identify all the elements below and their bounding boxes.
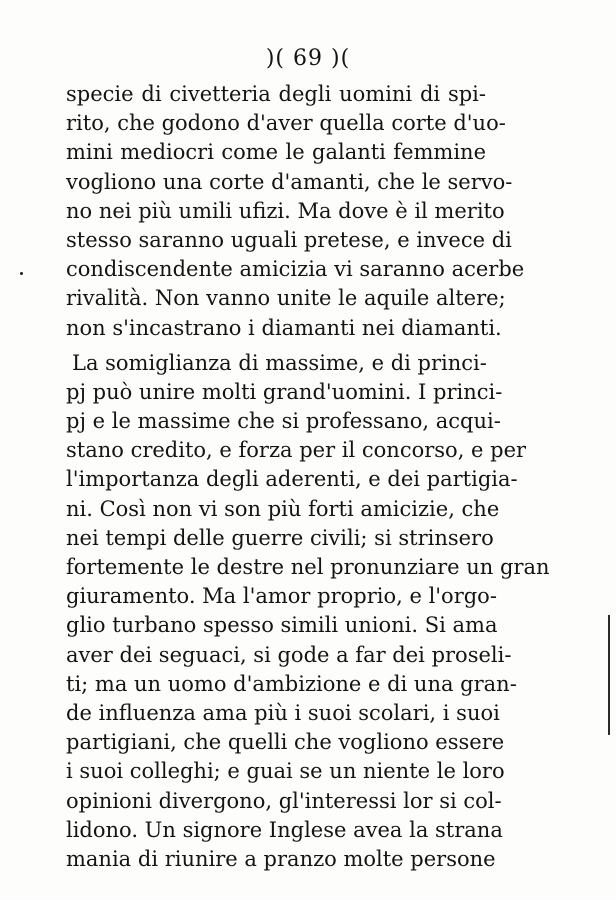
text-line: i suoi colleghi; e guai se un niente le loro (66, 759, 505, 784)
text-line: stesso saranno uguali pretese, e invece di (66, 227, 512, 252)
text-line: l'importanza degli aderenti, e dei partigia- (66, 467, 518, 492)
text-line: lidono. Un signore Inglese avea la strana (66, 817, 503, 842)
text-line: non s'incastrano i diamanti nei diamanti. (66, 315, 502, 340)
page-edge-shadow (608, 615, 610, 735)
text-line: pj e le massime che si professano, acqui- (66, 409, 501, 434)
text-line: aver dei seguaci, si gode a far dei proseli- (66, 642, 512, 667)
text-line: fortemente le destre nel pronunziare un gran (66, 555, 550, 579)
text-line: La somiglianza di massime, e di princi- (72, 350, 487, 375)
text-line: stano credito, e forza per il concorso, e per (66, 438, 527, 463)
ink-speck (20, 272, 23, 275)
body-text (66, 80, 550, 874)
text-line: partigiani, che quelli che vogliono essere (66, 730, 505, 755)
text-line: opinioni divergono, gl'interessi lor si col- (66, 788, 502, 813)
text-line: ti; ma un uomo d'ambizione e di una gran- (66, 671, 517, 696)
text-line: giuramento. Ma l'amor proprio, e l'orgo- (66, 584, 497, 609)
page-number: )( 69 )( (265, 46, 351, 71)
text-line: mania di riunire a pranzo molte persone (66, 846, 496, 871)
text-line: nei tempi delle guerre civili; si strinsero (66, 525, 494, 550)
text-line: no nei più umili ufizi. Ma dove è il merito (66, 198, 505, 223)
text-line: pj può unire molti grand'uomini. I princi- (66, 379, 503, 404)
text-line: condiscendente amicizia vi saranno acerbe (66, 257, 525, 282)
text-line: specie di civetteria degli uomini di spi- (66, 82, 486, 106)
text-line: mini mediocri come le galanti femmine (66, 140, 486, 165)
paragraph-2 (66, 349, 550, 874)
paragraph-1 (66, 80, 525, 343)
text-line: glio turbano spesso simili unioni. Si ama (66, 613, 498, 638)
text-line: rivalità. Non vanno unite le aquile altere; (66, 286, 506, 311)
text-line: vogliono una corte d'amanti, che le servo- (66, 169, 513, 194)
text-line: rito, che godono d'aver quella corte d'uo- (66, 111, 506, 136)
text-line: de influenza ama più i suoi scolari, i suoi (66, 700, 500, 725)
text-line: ni. Così non vi son più forti amicizie, che (66, 496, 500, 521)
